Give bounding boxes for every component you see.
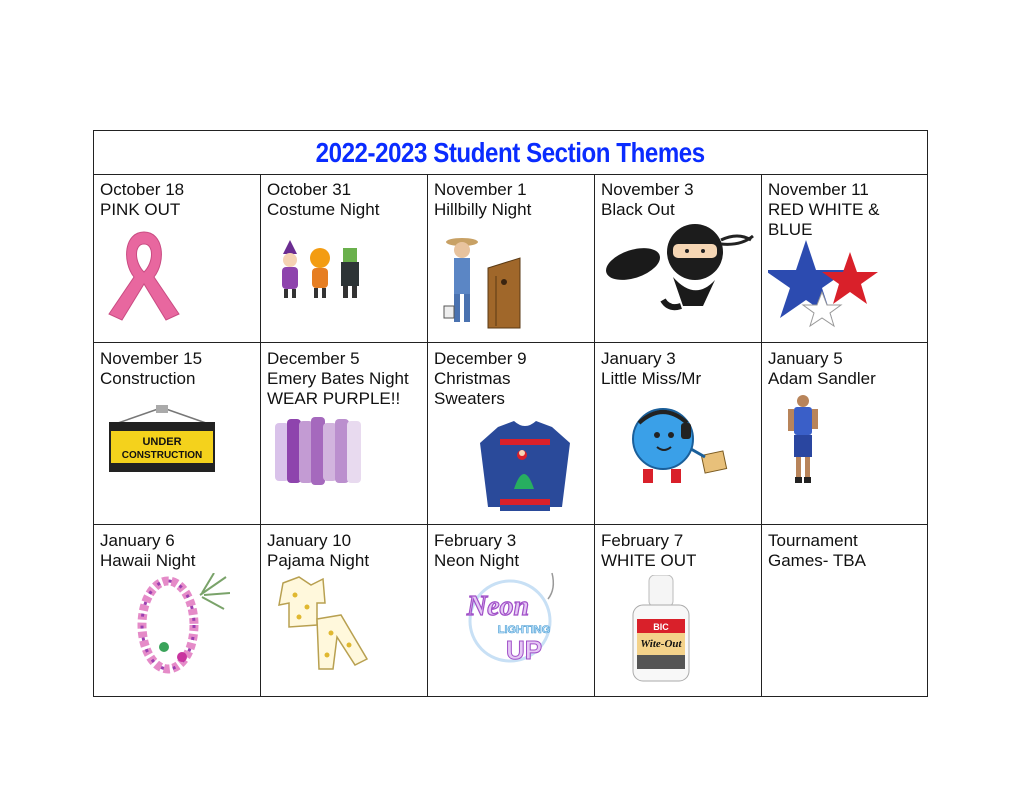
lei-icon [134, 573, 230, 675]
cell-date: January 3 [601, 349, 676, 368]
cell-date: January 6 [100, 531, 175, 550]
neon-word: Neon [466, 591, 530, 622]
cell-theme: WHITE OUT [601, 551, 697, 570]
cell-date: Tournament Games- TBA [768, 531, 866, 570]
theme-cell [261, 343, 428, 525]
cell-date: October 31 [267, 180, 352, 199]
cell-date: November 1 [434, 180, 527, 199]
stars-icon [768, 238, 878, 328]
cell-theme: Little Miss/Mr [601, 369, 702, 388]
cell-date: December 9 [434, 349, 527, 368]
neon-word: LIGHTING [497, 624, 551, 636]
cell-date: December 5 [267, 349, 360, 368]
theme-cell [261, 174, 428, 343]
neon-sign-icon [444, 569, 572, 665]
theme-cell [94, 174, 261, 343]
cell-theme: Black Out [601, 200, 675, 219]
person-basketball-icon [786, 393, 820, 485]
theme-cell [595, 343, 762, 525]
cell-theme: Costume Night [267, 200, 380, 219]
cell-date: February 7 [601, 531, 684, 550]
cell-date: November 11 [768, 180, 869, 199]
theme-cell [428, 174, 595, 343]
cell-theme: PINK OUT [100, 200, 181, 219]
cell-theme: Hillbilly Night [434, 200, 532, 219]
cell-theme: Pajama Night [267, 551, 370, 570]
theme-cell [762, 174, 927, 343]
page-title: 2022-2023 Student Section Themes [315, 136, 706, 168]
cell-theme: Neon Night [434, 551, 520, 570]
theme-cell [94, 343, 261, 525]
cell-date: November 15 [100, 349, 203, 368]
cell-date: October 18 [100, 180, 185, 199]
hillbilly-outhouse-icon [440, 236, 525, 331]
theme-cell [94, 525, 261, 696]
cell-date: February 3 [434, 531, 517, 550]
bottle-brand: BIC [653, 622, 669, 632]
sign-text: UNDER [142, 436, 182, 448]
theme-cell [428, 343, 595, 525]
table-title-row [94, 131, 927, 175]
under-construction-sign-icon [108, 405, 216, 477]
themes-table [93, 130, 928, 697]
cell-theme: Adam Sandler [768, 369, 876, 388]
pink-ribbon-icon [104, 222, 184, 322]
theme-cell [762, 343, 927, 525]
theme-cell [261, 525, 428, 696]
theme-cell [428, 525, 595, 696]
theme-cell [762, 525, 927, 696]
bottle-name: Wite-Out [640, 638, 682, 650]
christmas-sweater-icon [478, 419, 572, 511]
correction-fluid-icon [629, 575, 693, 683]
theme-cell [595, 174, 762, 343]
cell-date: January 10 [267, 531, 352, 550]
cell-date: November 3 [601, 180, 694, 199]
cell-theme: Christmas Sweaters [434, 369, 511, 408]
neon-word: UP [505, 635, 543, 665]
costume-kids-icon [273, 240, 368, 302]
purple-paint-strokes-icon [273, 417, 373, 487]
cell-theme: RED WHITE & BLUE [768, 200, 880, 239]
theme-cell [595, 525, 762, 696]
little-character-icon [617, 401, 729, 491]
sign-text: CONSTRUCTION [121, 450, 203, 461]
cell-date: January 5 [768, 349, 843, 368]
ninja-icon [603, 222, 755, 314]
cell-theme: Emery Bates Night WEAR PURPLE!! [267, 369, 409, 408]
cell-theme: Construction [100, 369, 196, 388]
cell-theme: Hawaii Night [100, 551, 196, 570]
pajamas-icon [277, 575, 369, 671]
